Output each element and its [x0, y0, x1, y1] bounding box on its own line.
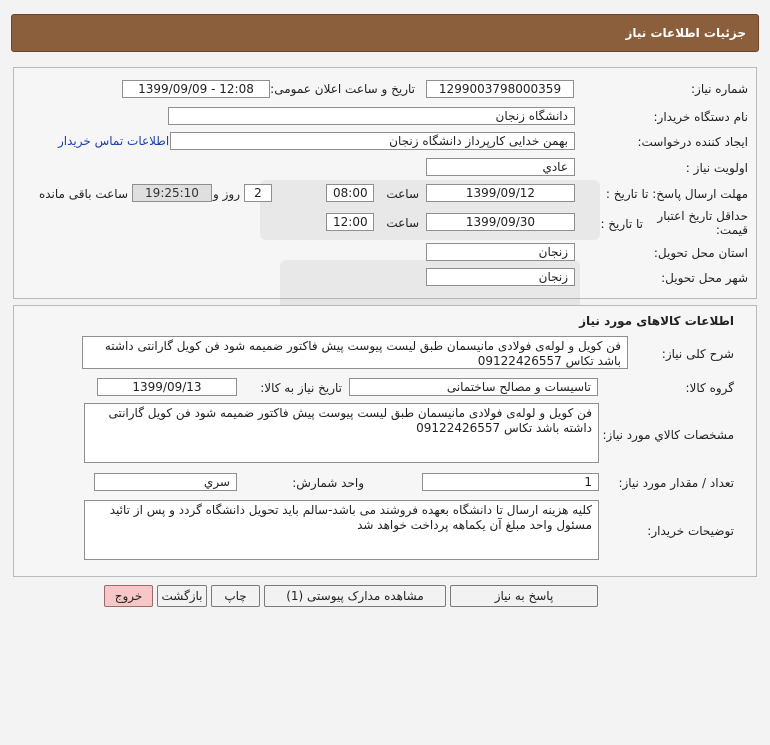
general-desc-field: فن کویل و لوله‌ی فولادی مانیسمان طبق لیست پیوست پیش فاکتور ضمیمه شود فن کویل گارانتی داشته باشد تکاس 09122426557: [82, 336, 628, 369]
time-remaining-field: 19:25:10: [132, 184, 212, 202]
days-remaining-field: 2: [244, 184, 272, 202]
goods-group-label: گروه کالا:: [685, 381, 734, 395]
buyer-org-label: نام دستگاه خریدار:: [653, 110, 748, 124]
creator-field: بهمن خدایی کارپرداز دانشگاه زنجان: [170, 132, 575, 150]
goods-section-title: اطلاعات کالاهای مورد نیاز: [579, 314, 734, 328]
priority-label: اولویت نیاز :: [685, 161, 748, 175]
price-validity-to-date-label: تا تاریخ :: [600, 217, 643, 231]
reply-deadline-time: 08:00: [326, 184, 374, 202]
reply-deadline-label: مهلت ارسال پاسخ: تا تاریخ :: [605, 187, 748, 201]
reply-deadline-date: 1399/09/12: [426, 184, 575, 202]
city-label: شهر محل تحویل:: [661, 271, 748, 285]
need-date-label: تاریخ نیاز به کالا:: [260, 381, 342, 395]
view-attachments-button[interactable]: مشاهده مدارک پیوستی (1): [264, 585, 446, 607]
need-date-field: 1399/09/13: [97, 378, 237, 396]
price-validity-time: 12:00: [326, 213, 374, 231]
reply-time-label: ساعت: [386, 187, 419, 201]
goods-group-field: تاسیسات و مصالح ساختمانی: [349, 378, 598, 396]
specs-label: مشخصات كالاي مورد نياز:: [602, 428, 734, 442]
quantity-label: تعداد / مقدار مورد نیاز:: [618, 476, 734, 490]
province-field: زنجان: [426, 243, 575, 261]
back-button[interactable]: بازگشت: [157, 585, 207, 607]
general-desc-label: شرح کلی نیاز:: [661, 347, 734, 361]
price-validity-time-label: ساعت: [386, 216, 419, 230]
need-info-panel: [13, 67, 757, 299]
quantity-field: 1: [422, 473, 599, 491]
announce-date-field: 1399/09/09 - 12:08: [122, 80, 270, 98]
city-field: زنجان: [426, 268, 575, 286]
price-validity-label-line2: قیمت:: [715, 223, 748, 237]
page-header: [11, 14, 759, 52]
announce-date-label: تاریخ و ساعت اعلان عمومی:: [270, 82, 415, 96]
price-validity-date: 1399/09/30: [426, 213, 575, 231]
unit-label: واحد شمارش:: [292, 476, 364, 490]
buyer-org-field: دانشگاه زنجان: [168, 107, 575, 125]
time-remaining-label: ساعت باقی مانده: [38, 187, 128, 201]
days-label: روز و: [213, 187, 240, 201]
exit-button[interactable]: خروج: [104, 585, 153, 607]
need-number-label: شماره نیاز:: [691, 82, 748, 96]
specs-field: فن کویل و لوله‌ی فولادی مانیسمان طبق لیست پیوست پیش فاکتور ضمیمه شود فن کویل گارانتی داشته باشد تکاس 09122426557: [84, 403, 599, 463]
buyer-notes-label: توضیحات خریدار:: [647, 524, 734, 538]
print-button[interactable]: چاپ: [211, 585, 260, 607]
page-title: جزئیات اطلاعات نیاز: [625, 26, 746, 40]
need-number-field: 1299003798000359: [426, 80, 574, 98]
reply-to-need-button[interactable]: پاسخ به نیاز: [450, 585, 598, 607]
priority-field: عادي: [426, 158, 575, 176]
buyer-notes-field: کلیه هزینه ارسال تا دانشگاه بعهده فروشند می باشد-سالم باید تحویل دانشگاه گردد و پس از تائید مسئول واحد مبلغ آن یکماهه پرداخت خواهد شد: [84, 500, 599, 560]
creator-label: ایجاد کننده درخواست:: [637, 135, 748, 149]
province-label: استان محل تحویل:: [653, 246, 748, 260]
buyer-contact-link[interactable]: اطلاعات تماس خریدار: [58, 134, 170, 148]
unit-field: سري: [94, 473, 237, 491]
price-validity-label-line1: حداقل تاریخ اعتبار: [657, 209, 748, 223]
